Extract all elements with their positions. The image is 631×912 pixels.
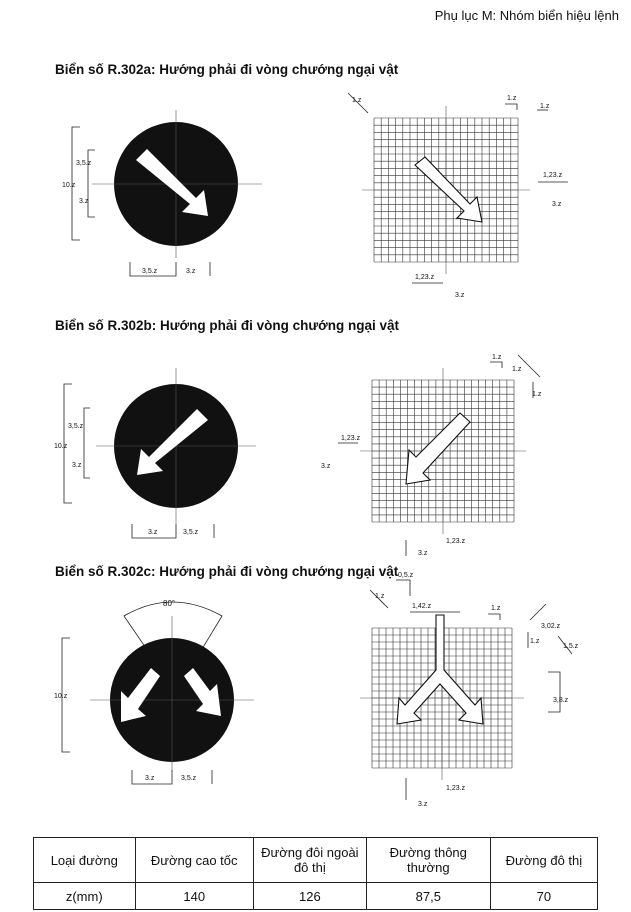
- svg-text:1.z: 1.z: [492, 354, 502, 361]
- svg-text:1,23.z: 1,23.z: [415, 274, 435, 281]
- svg-text:1,23.z: 1,23.z: [446, 785, 466, 792]
- svg-text:3,5.z: 3,5.z: [183, 529, 199, 536]
- section-title-r302b: Biển số R.302b: Hướng phải đi vòng chướng ngại vật: [55, 318, 400, 333]
- svg-text:3.z: 3.z: [72, 462, 82, 469]
- section-title-r302a: Biển số R.302a: Hướng phải đi vòng chướng ngại vật: [55, 62, 399, 77]
- grid-r302c: [360, 615, 524, 780]
- svg-text:3,02.z: 3,02.z: [541, 623, 561, 630]
- svg-text:3.z: 3.z: [418, 801, 428, 808]
- table-header-cell: Đường đô thị: [490, 838, 597, 883]
- svg-text:1,42.z: 1,42.z: [412, 603, 432, 610]
- svg-text:3.z: 3.z: [455, 292, 465, 299]
- svg-text:3.z: 3.z: [418, 550, 428, 557]
- section-title-r302c: Biển số R.302c: Hướng phải đi vòng chướng ngại vật: [55, 564, 399, 579]
- svg-text:1.z: 1.z: [491, 605, 501, 612]
- svg-text:3.z: 3.z: [145, 775, 155, 782]
- svg-text:3.z: 3.z: [148, 529, 158, 536]
- svg-text:3,5.z: 3,5.z: [181, 775, 197, 782]
- svg-text:1,5.z: 1,5.z: [563, 643, 579, 650]
- svg-text:1.z: 1.z: [507, 95, 517, 102]
- svg-text:3,5.z: 3,5.z: [142, 268, 158, 275]
- svg-text:0,5.z: 0,5.z: [398, 572, 414, 579]
- svg-text:1.z: 1.z: [532, 391, 542, 398]
- table-header-row: [34, 838, 598, 883]
- svg-text:1,23.z: 1,23.z: [341, 435, 361, 442]
- table-cell: 70: [490, 883, 597, 910]
- svg-text:10.z: 10.z: [62, 182, 76, 189]
- svg-text:1.z: 1.z: [352, 97, 362, 104]
- svg-text:3.z: 3.z: [186, 268, 196, 275]
- svg-text:3,5.z: 3,5.z: [68, 423, 84, 430]
- table-header-cell: Đường cao tốc: [135, 838, 253, 883]
- svg-text:3.z: 3.z: [552, 201, 562, 208]
- z-value-table: [33, 837, 598, 910]
- svg-text:3.z: 3.z: [79, 198, 89, 205]
- svg-text:10.z: 10.z: [54, 443, 68, 450]
- svg-text:3.z: 3.z: [321, 463, 331, 470]
- svg-text:1,23.z: 1,23.z: [446, 538, 466, 545]
- svg-text:1.z: 1.z: [512, 366, 522, 373]
- table-cell: 140: [135, 883, 253, 910]
- svg-text:3,5.z: 3,5.z: [76, 160, 92, 167]
- table-row: [34, 883, 598, 910]
- table-cell: 87,5: [366, 883, 490, 910]
- svg-text:1.z: 1.z: [540, 103, 550, 110]
- table-header-cell: Đường thông thường: [366, 838, 490, 883]
- svg-text:80°: 80°: [163, 599, 176, 608]
- svg-text:1.z: 1.z: [375, 593, 385, 600]
- svg-text:1,23.z: 1,23.z: [543, 172, 563, 179]
- table-cell: z(mm): [34, 883, 136, 910]
- table-header-cell: Đường đôi ngoài đô thị: [253, 838, 366, 883]
- table-header-cell: Loại đường: [34, 838, 136, 883]
- svg-text:1.z: 1.z: [530, 638, 540, 645]
- page-header: Phụ lục M: Nhóm biển hiệu lệnh: [434, 8, 619, 23]
- table-cell: 126: [253, 883, 366, 910]
- svg-text:3,8.z: 3,8.z: [553, 697, 569, 704]
- svg-text:10.z: 10.z: [54, 693, 68, 700]
- sign-r302c: [90, 602, 254, 772]
